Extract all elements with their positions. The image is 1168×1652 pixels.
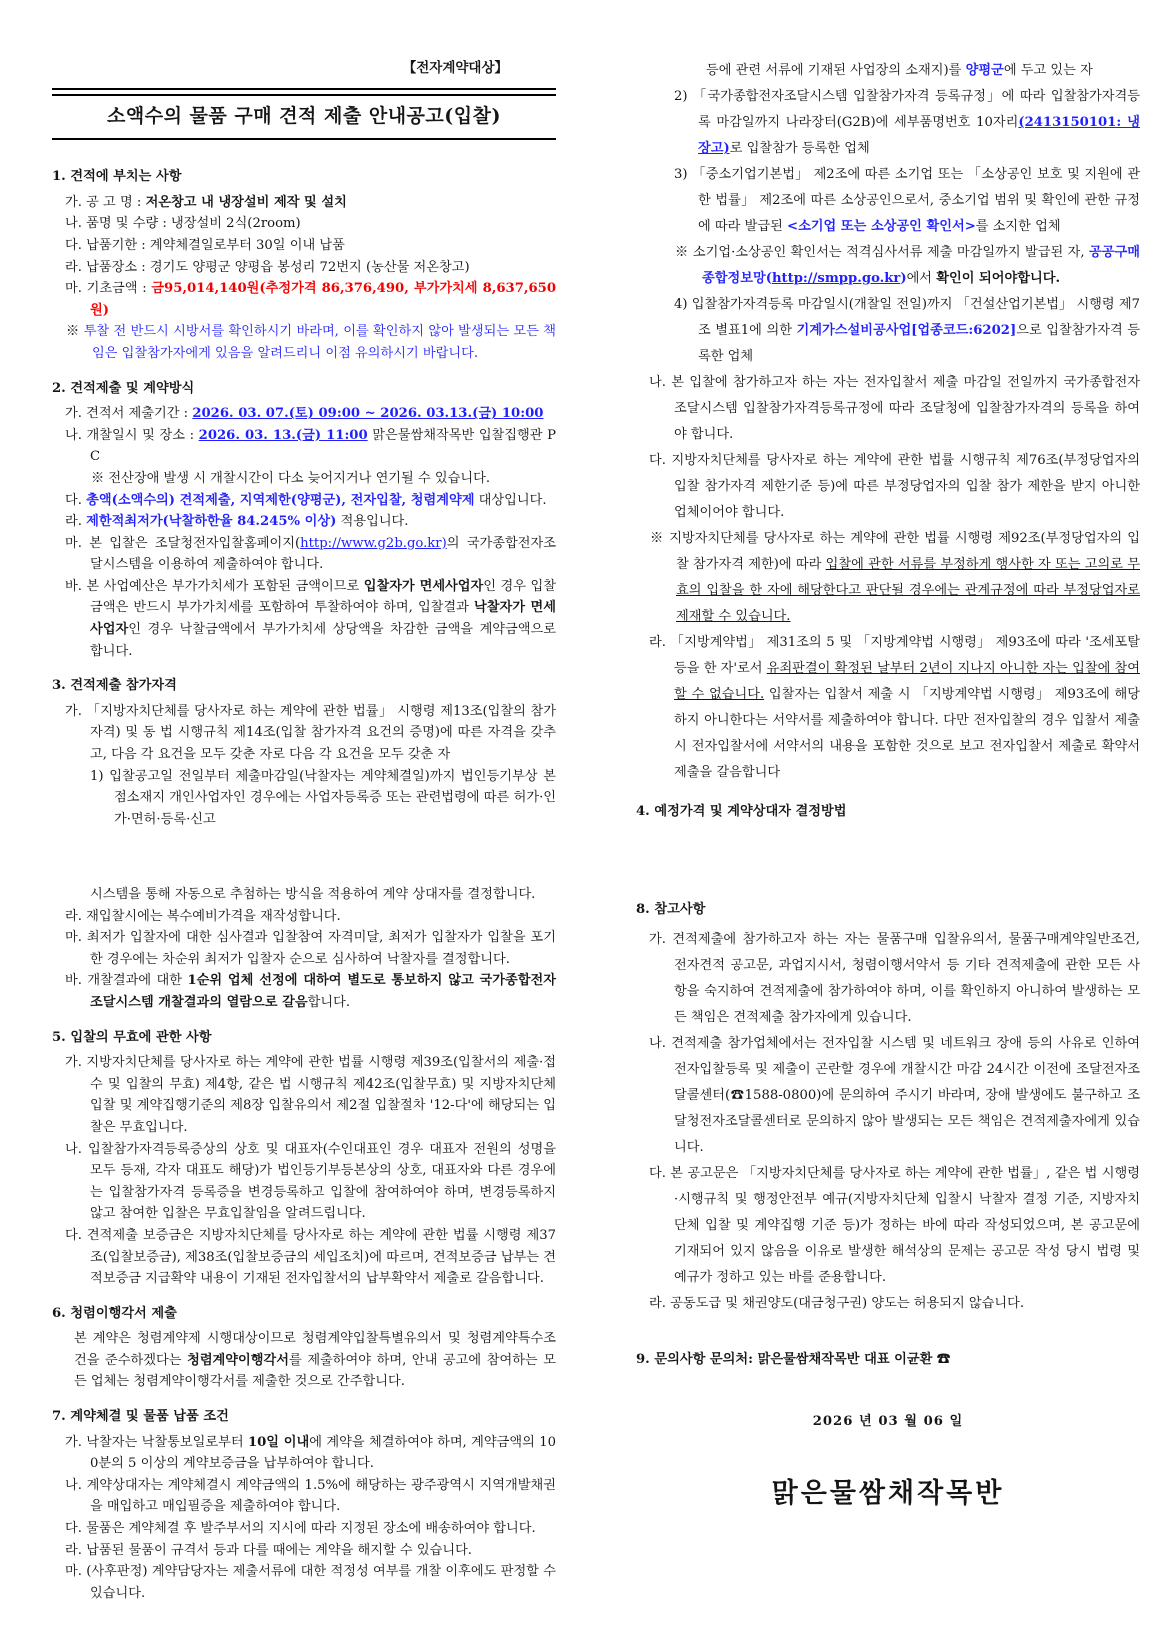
paragraph <box>52 927 556 970</box>
text-segment: 1. 견적에 부치는 사항 <box>52 169 182 185</box>
paragraph <box>636 630 1140 786</box>
text-segment: 2026 년 03 월 06 일 <box>812 1414 964 1429</box>
paragraph <box>52 701 556 766</box>
text-segment: 4) 입찰참가자격등록 마감일시(개찰일 전일)까지 「건설산업기본법」 시행령 제7조 별표1에 의한 <box>674 297 1140 338</box>
paragraph <box>52 278 556 321</box>
text-segment: ) <box>900 271 907 286</box>
text-segment: 나. 계약상대자는 계약체결시 계약금액의 1.5%에 해당하는 광주광역시 지역개발채권을 매입하고 매입필증을 제출하여야 합니다. <box>65 1477 556 1515</box>
paragraph <box>636 1031 1140 1161</box>
paragraph <box>52 1052 556 1138</box>
paragraph <box>52 1139 556 1225</box>
issuer-signature <box>636 1478 1140 1509</box>
paragraph <box>52 213 556 235</box>
text-segment: 1) 입찰공고일 전일부터 제출마감일(낙찰자는 계약체결일)까지 법인등기부상 본점소재지 개인사업자인 경우에는 사업자등록증 또는 관련법령에 따른 허가·인가·면허·등록·신고 <box>90 768 556 826</box>
text-segment: 가. 「지방자치단체를 당사자로 하는 계약에 관한 법률」 시행령 제13조(입찰의 참가자격) 및 동 법 시행규칙 제14조(입찰 참가자격 요건의 증명)에 따른 자격을 갖추고, 다음 각 요건을 모두 갖춘 자로 다음 각 요건을 모두 갖춘 자 <box>65 703 556 763</box>
paragraph <box>52 576 556 662</box>
text-segment: 7. 계약체결 및 물품 납품 조건 <box>52 1409 229 1425</box>
text-segment: 다. 견적제출 보증금은 지방자치단체를 당사자로 하는 계약에 관한 법률 시행령 제37조(입찰보증금), 제38조(입찰보증금의 세입조치)에 따르며, 견적보증금 납부는 견적보증금 지급확약 내용이 기재된 전자입찰서의 납부확약서 제출로 갈음합니다. <box>65 1227 556 1287</box>
text-segment: 맑은물쌈채작목반 <box>771 1478 1005 1509</box>
paragraph <box>636 292 1140 370</box>
paragraph <box>52 257 556 279</box>
text-segment: 나. 개찰일시 및 장소 : <box>65 427 199 443</box>
paragraph <box>636 1291 1140 1317</box>
paragraph <box>52 1475 556 1518</box>
text-segment: 라. 재입찰시에는 복수예비가격을 재작성합니다. <box>65 908 341 924</box>
text-segment: 시스템을 통해 자동으로 추첨하는 방식을 적용하여 계약 상대자를 결정합니다. <box>90 887 536 902</box>
text-segment: 나. 견적제출 참가업체에서는 전자입찰 시스템 및 네트워크 장애 등의 사유로 인하여 전자입찰등록 및 제출이 곤란할 경우에 개찰시간 마감 24시간 이전에 조달전자조달콜센터(☎1588-0800)에 문의하여 주시기 바라며, 장애 발생에도 불구하고 조달청전자조달콜센터로 문의하지 않아 발생되는 모든 책임은 견적제출자에게 있습니다. <box>649 1036 1140 1155</box>
page-1 <box>0 0 584 826</box>
text-segment: 맑은물쌈채작목반 입찰집행관 PC <box>90 427 557 465</box>
text-segment: 라. 「지방계약법」 제31조의 5 및 「지방계약법 시행령」 제93조에 따라 '조세포탈 등을 한 자'로서 <box>649 635 1140 676</box>
text-segment: 제한적최저가(낙찰하한율 84.245% 이상) <box>86 514 337 530</box>
paragraph <box>52 766 556 826</box>
text-segment: 양평군 <box>965 63 1004 78</box>
text-segment: 3. 견적제출 참가자격 <box>52 678 177 694</box>
text-segment: 가. 견적제출에 참가하고자 하는 자는 물품구매 입찰유의서, 물품구매계약일반조건, 전자견적 공고문, 과업지시서, 청렴이행서약서 등 기타 견적제출에 관한 모든 사항을 숙지하여 견적제출에 참가하여야 하며, 이를 확인하지 아니하여 발생하는 모든 책임은 견적제출 참가자에게 있습니다. <box>649 932 1140 1025</box>
text-segment: 적용입니다. <box>336 514 409 530</box>
page-2 <box>584 0 1168 826</box>
paragraph <box>52 1540 556 1562</box>
paragraph <box>52 192 556 214</box>
text-segment: 대상입니다. <box>474 492 547 508</box>
text-segment: 9. 문의사항 문의처: 맑은물쌈채작목반 대표 이균환 ☎ <box>636 1352 951 1367</box>
text-segment: 입찰자가 면세사업자 <box>363 578 484 594</box>
text-segment: 금95,014,140원(추정가격 86,376,490, 부가가치세 8,637,650원) <box>90 281 557 318</box>
text-segment: 의 국가종합전자조달시스템을 이용하여 제출하여야 합니다. <box>90 535 556 573</box>
text-segment: 를 소지한 업체 <box>975 219 1061 234</box>
text-segment: 나. 품명 및 수량 : 냉장설비 2식(2room) <box>65 216 301 232</box>
paragraph <box>636 58 1140 84</box>
paragraph <box>52 235 556 257</box>
section-heading <box>636 897 1140 923</box>
link[interactable]: http://www.g2b.go.kr) <box>300 535 447 551</box>
paragraph <box>636 448 1140 526</box>
text-segment: 에서 <box>906 271 937 286</box>
paragraph <box>52 425 556 468</box>
text-segment: ※ <box>66 324 84 340</box>
section-heading <box>52 378 556 400</box>
text-segment: 5. 입찰의 무효에 관한 사항 <box>52 1029 212 1045</box>
document-title: 소액수의 물품 구매 견적 제출 안내공고(입찰) <box>107 104 501 127</box>
paragraph <box>52 906 556 928</box>
section-heading <box>52 166 556 188</box>
text-segment: 2. 견적제출 및 계약방식 <box>52 380 195 396</box>
text-segment: 청렴계약이행각서 <box>187 1352 289 1368</box>
text-segment: 유죄판결이 확정된 날부터 2년이 지나지 아니한 자는 입찰에 참여할 수 없습니다. <box>674 661 1140 702</box>
text-segment: 합니다. <box>307 994 351 1010</box>
text-segment: 가. 공 고 명 : <box>65 194 146 210</box>
text-segment: <소기업 또는 소상공인 확인서> <box>787 219 976 234</box>
text-segment: 에 계약을 체결하여야 하며, 계약금액의 100분의 5 이상의 계약보증금을 납부하여야 합니다. <box>90 1434 556 1472</box>
page-3 <box>0 826 584 1652</box>
text-segment: 4. 예정가격 및 계약상대자 결정방법 <box>636 804 847 819</box>
paragraph <box>636 240 1140 292</box>
paragraph <box>52 533 556 576</box>
text-segment: ※ 소기업·소상공인 확인서는 적격심사서류 제출 마감일까지 발급된 자, <box>675 245 1090 260</box>
text-segment: 라. 납품된 물품이 규격서 등과 다를 때에는 계약을 해지할 수 있습니다. <box>65 1542 472 1558</box>
paragraph <box>636 927 1140 1031</box>
text-segment: 다. 물품은 계약체결 후 발주부서의 지시에 따라 지정된 장소에 배송하여야 합니다. <box>65 1521 536 1537</box>
text-segment: 다. 지방자치단체를 당사자로 하는 계약에 관한 법률 시행규칙 제76조(부정당업자의 입찰 참가자격 제한기준 등)에 따른 부정당업자의 입찰 참가 제한을 받지 아니한 업체이어야 합니다. <box>649 453 1140 520</box>
text-segment: 으로 입찰참가자격 등록한 업체 <box>698 323 1140 364</box>
section-heading <box>52 1027 556 1049</box>
text-segment: 낙찰자가 면세사업자 <box>90 600 556 638</box>
document-header <box>52 58 556 140</box>
text-segment: 6. 청렴이행각서 제출 <box>52 1305 177 1321</box>
text-segment: ※ 지방자치단체를 당사자로 하는 계약에 관한 법률 시행령 제92조(부정당업자의 입찰 참가자격 제한)에 따라 <box>650 531 1140 572</box>
page-4 <box>584 826 1168 1652</box>
paragraph <box>636 526 1140 630</box>
paragraph <box>636 1161 1140 1291</box>
link[interactable]: http://smpp.go.kr <box>771 271 901 286</box>
text-segment: 마. 최저가 입찰자에 대한 심사결과 입찰참여 자격미달, 최저가 입찰자가 입찰을 포기한 경우에는 차순위 최저가 입찰자 순으로 심사하여 낙찰자를 결정합니다. <box>65 930 556 967</box>
text-segment: 마. 본 입찰은 조달청전자입찰홈페이지( <box>65 535 301 551</box>
paragraph <box>52 403 556 425</box>
text-segment: 라. 공동도급 및 채권양도(대금청구권) 양도는 허용되지 않습니다. <box>649 1296 1025 1311</box>
paragraph <box>52 884 556 906</box>
text-segment: 투찰 전 반드시 시방서를 확인하시기 바라며, 이를 확인하지 않아 발생되는 모든 책임은 입찰참가자에게 있음을 알려드리니 이점 유의하시기 바랍니다. <box>83 324 556 361</box>
contract-type-tag: 【전자계약대상】 <box>402 60 508 76</box>
section-heading <box>52 1303 556 1325</box>
text-segment: 등에 관련 서류에 기재된 사업장의 소재지)를 <box>706 63 966 78</box>
text-segment: 마. (사후판정) 계약담당자는 제출서류에 대한 적정성 여부를 개찰 이후에도 판정할 수 있습니다. <box>65 1564 556 1601</box>
text-segment: 마. 기초금액 : <box>65 281 152 297</box>
text-segment: 바. 개찰결과에 대한 <box>65 973 188 989</box>
paragraph <box>52 511 556 533</box>
text-segment: 에 두고 있는 자 <box>1003 63 1093 78</box>
date-line <box>636 1409 1140 1435</box>
text-segment: 를 제출하여야 하며, 안내 공고에 참여하는 모든 업체는 청렴계약이행각서를 제출한 것으로 간주합니다. <box>74 1352 556 1390</box>
text-segment: 라. 납품장소 : 경기도 양평군 양평읍 봉성리 72번지 (농산물 저온창고) <box>65 259 470 275</box>
section-heading <box>636 1347 1140 1373</box>
text-segment: 나. 본 입찰에 참가하고자 하는 자는 전자입찰서 제출 마감일 전일까지 국가종합전자조달시스템 입찰참가자격등록규정에 따라 조달청에 입찰참가자격의 등록을 하여야 합니다. <box>649 375 1140 442</box>
paragraph <box>52 1328 556 1393</box>
section-heading <box>52 675 556 697</box>
text-segment: 기계가스설비공사업[업종코드:6202] <box>796 323 1017 338</box>
text-segment: 나. 입찰참가자격등록증상의 상호 및 대표자(수인대표인 경우 대표자 전원의 성명을 모두 등재, 각자 대표도 해당)가 법인등기부등본상의 상호, 대표자와 다른 경우에는 입찰참가자격 등록증을 변경등록하고 입찰에 참여하여야 하며, 변경등록하지 않고 참여한 입찰은 무효입찰임을 알려드립니다. <box>65 1141 556 1222</box>
paragraph <box>636 84 1140 162</box>
text-segment: 3) 「중소기업기본법」 제2조에 따른 소기업 또는 「소상공인 보호 및 지원에 관한 법률」 제2조에 따른 소상공인으로서, 중소기업 범위 및 확인에 관한 규정에 따라 발급된 <box>674 167 1140 234</box>
text-segment: 10일 이내 <box>247 1434 310 1450</box>
paragraph <box>52 468 556 490</box>
text-segment: 입찰자는 입찰서 제출 시 「지방계약법 시행령」 제93조에 해당하지 아니한다는 서약서를 제출하여야 합니다. 다만 전자입찰의 경우 입찰서 제출 시 전자입찰서에 서약서의 내용을 포함한 것으로 보고 전자입찰서 제출로 확약서 제출을 갈음합니다 <box>674 687 1140 780</box>
text-segment: 본 계약은 청렴계약제 시행대상이므로 청렴계약입찰특별유의서 및 청렴계약특수조건을 준수하겠다는 <box>74 1331 556 1368</box>
section-heading <box>636 799 1140 825</box>
double-rule <box>52 88 556 96</box>
text-segment: (2413150101: 냉장고) <box>698 115 1140 156</box>
text-segment: 1순위 업체 선정에 대하여 별도로 통보하지 않고 국가종합전자조달시스템 개찰결과의 열람으로 갈음 <box>90 973 556 1010</box>
text-segment: 다. 납품기한 : 계약체결일로부터 30일 이내 납품 <box>65 237 345 253</box>
text-segment: 바. 본 사업예산은 부가가치세가 포함된 금액이므로 <box>65 578 364 594</box>
text-segment: 다. <box>65 492 87 508</box>
text-segment: 가. 지방자치단체를 당사자로 하는 계약에 관한 법률 시행령 제39조(입찰서의 제출·접수 및 입찰의 무효) 제4항, 같은 법 시행규칙 제42조(입찰무효) 및 지방자치단체 입찰 및 계약집행기준의 제8장 입찰유의서 제2절 입찰절차 '12-다'에 해당되는 입찰은 무효입니다. <box>65 1055 556 1135</box>
text-segment: 인 경우 낙찰금액에서 부가가치세 상당액을 차감한 금액을 계약금액으로 합니다. <box>90 622 556 659</box>
text-segment: 8. 참고사항 <box>636 902 706 917</box>
paragraph <box>52 1518 556 1540</box>
text-segment: ※ 전산장애 발생 시 개찰시간이 다소 늦어지거나 연기될 수 있습니다. <box>91 470 491 486</box>
paragraph <box>52 490 556 512</box>
paragraph <box>636 162 1140 240</box>
single-rule <box>52 138 556 140</box>
paragraph <box>52 970 556 1013</box>
text-segment: 총액(소액수의) 견적제출, 지역제한(양평군), 전자입찰, 청렴계약제 <box>86 492 475 508</box>
paragraph <box>52 1432 556 1475</box>
section-heading <box>52 1406 556 1428</box>
text-segment: 확인이 되어야합니다. <box>936 271 1061 286</box>
text-segment: 2026. 03. 13.(금) 11:00 <box>198 427 368 443</box>
paragraph <box>52 1225 556 1290</box>
text-segment: 라. <box>65 514 87 530</box>
text-segment: 저온창고 내 냉장설비 제작 및 설치 <box>145 194 347 210</box>
text-segment: 입찰에 관한 서류를 부정하게 행사한 자 또는 고의로 무효의 입찰을 한 자에 해당한다고 판단될 경우에는 관계규정에 따라 부정당업자로 제재할 수 있습니다. <box>676 557 1140 624</box>
text-segment: 가. 견적서 제출기간 : <box>65 406 193 422</box>
text-segment: 2) 「국가종합전자조달시스템 입찰참가자격 등록규정」에 따라 입찰참가자격등록 마감일까지 나라장터(G2B)에 세부품명번호 10자리 <box>674 89 1140 130</box>
text-segment: 다. 본 공고문은 「지방자치단체를 당사자로 하는 계약에 관한 법률」, 같은 법 시행령·시행규칙 및 행정안전부 예규(지방자치단체 입찰시 낙찰자 결정 기준, 지방자치단체 입찰 및 계약집행 기준 등)가 정하는 바에 따라 작성되었으며, 본 공고문에 기재되어 있지 않음을 이유로 발생한 해석상의 문제는 공고문 작성 당시 법령 및 예규가 정하고 있는 바를 준용합니다. <box>649 1166 1140 1285</box>
paragraph <box>636 370 1140 448</box>
text-segment: 2026. 03. 07.(토) 09:00 ~ 2026. 03.13.(금) 10:00 <box>192 406 544 422</box>
text-segment: 로 입찰참가 등록한 업체 <box>729 141 870 156</box>
text-segment: 인 경우 입찰금액은 반드시 부가가치세를 포함하여 투찰하여야 하며, 입찰결과 <box>90 578 556 616</box>
text-segment: 공공구매 종합정보망( <box>702 245 1140 286</box>
paragraph <box>52 1561 556 1604</box>
text-segment: 가. 낙찰자는 낙찰통보일로부터 <box>65 1434 248 1450</box>
paragraph <box>52 321 556 364</box>
